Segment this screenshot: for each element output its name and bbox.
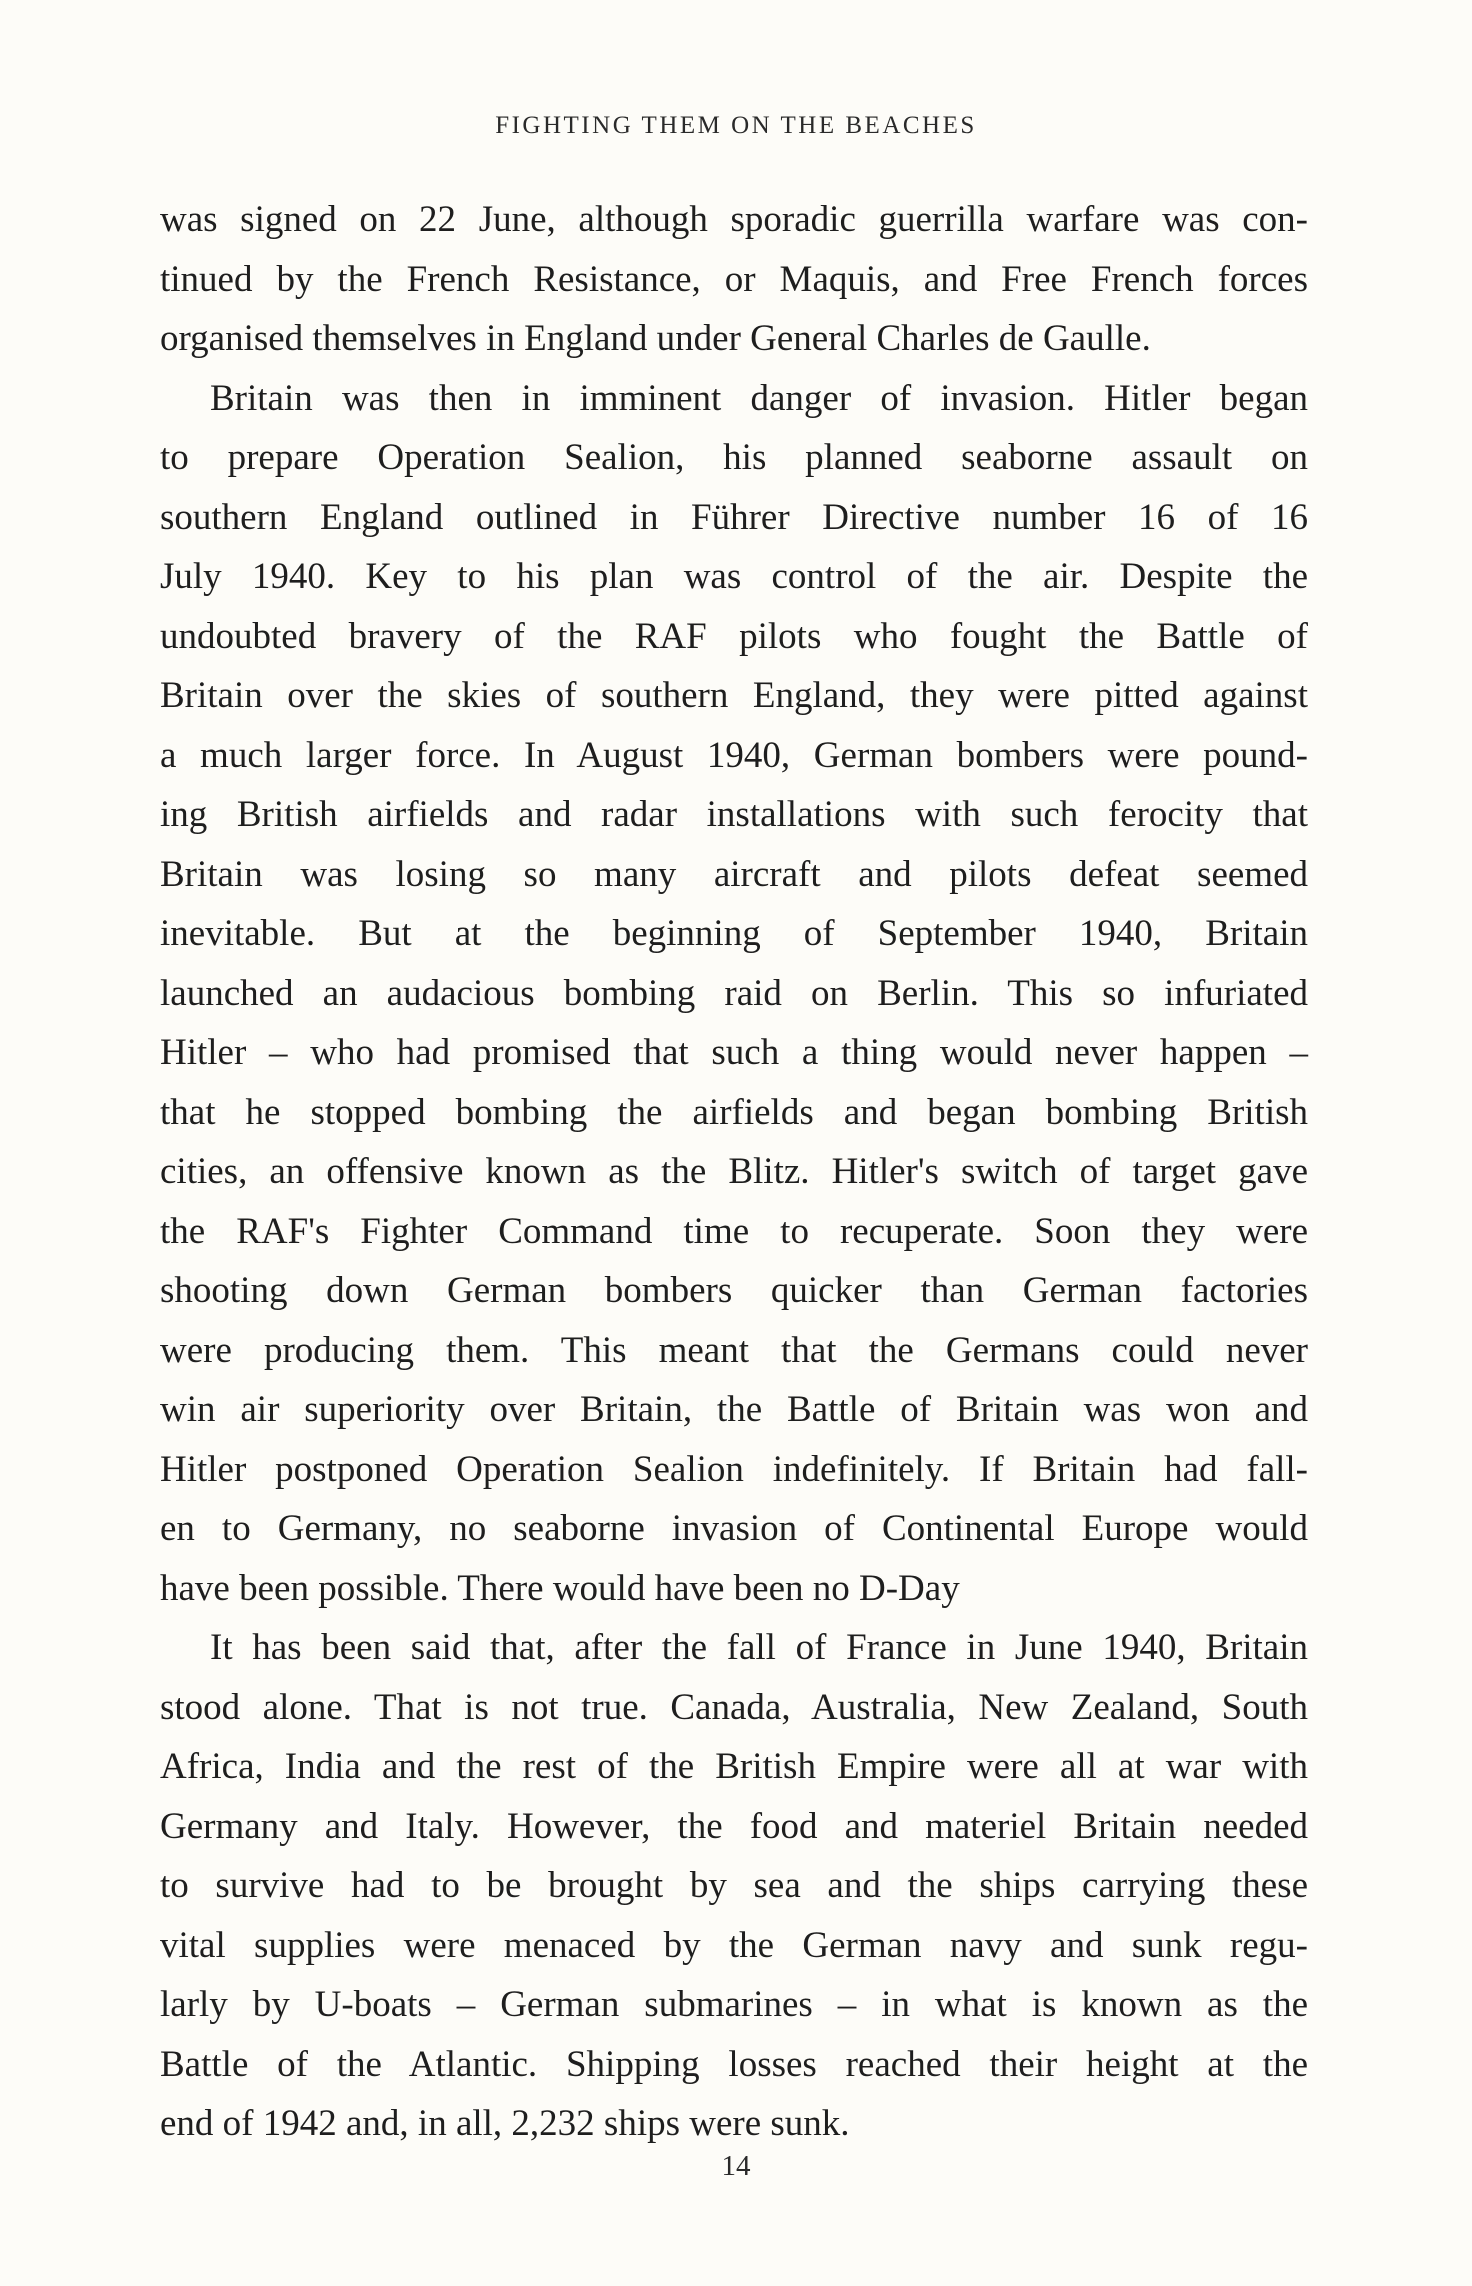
text-line: end of 1942 and, in all, 2,232 ships were sunk. <box>160 2103 850 2144</box>
text-line: southern England outlined in Führer Directive number 16 of 16 <box>160 496 1308 538</box>
text-line: en to Germany, no seaborne invasion of Continental Europe would <box>160 1508 1308 1549</box>
text-line: inevitable. But at the beginning of September 1940, Britain <box>160 913 1308 954</box>
text-line: that he stopped bombing the airfields and began bombing British <box>160 1091 1308 1133</box>
text-line: organised themselves in England under General Charles de Gaulle. <box>160 318 1151 359</box>
text-line: cities, an offensive known as the Blitz. Hitler's switch of target gave <box>160 1151 1308 1192</box>
text-line: to prepare Operation Sealion, his planned seaborne assault on <box>160 437 1308 478</box>
text-line: vital supplies were menaced by the German navy and sunk regu- <box>160 1924 1308 1966</box>
text-line: Britain was then in imminent danger of invasion. Hitler began <box>210 377 1308 419</box>
text-line: Africa, India and the rest of the British Empire were all at war with <box>160 1746 1308 1787</box>
running-head: FIGHTING THEM ON THE BEACHES <box>495 112 977 139</box>
text-line: Britain over the skies of southern England, they were pitted against <box>160 675 1308 716</box>
text-line: Hitler – who had promised that such a thing would never happen – <box>160 1032 1308 1073</box>
text-line: Battle of the Atlantic. Shipping losses reached their height at the <box>160 2043 1308 2085</box>
text-line: Britain was losing so many aircraft and pilots defeat seemed <box>160 853 1308 895</box>
text-line: undoubted bravery of the RAF pilots who fought the Battle of <box>160 615 1308 657</box>
body-text <box>160 190 1308 2154</box>
text-line: tinued by the French Resistance, or Maquis, and Free French forces <box>160 258 1308 300</box>
text-line: the RAF's Fighter Command time to recuperate. Soon they were <box>160 1210 1308 1252</box>
text-line: were producing them. This meant that the Germans could never <box>160 1329 1308 1371</box>
text-line: larly by U-boats – German submarines – in what is known as the <box>160 1984 1308 2025</box>
text-line: launched an audacious bombing raid on Berlin. This so infuriated <box>160 972 1308 1014</box>
text-line: to survive had to be brought by sea and the ships carrying these <box>160 1865 1308 1906</box>
text-line: a much larger force. In August 1940, German bombers were pound- <box>160 734 1308 776</box>
text-line: It has been said that, after the fall of France in June 1940, Britain <box>210 1627 1308 1668</box>
text-line: July 1940. Key to his plan was control of the air. Despite the <box>160 556 1308 597</box>
text-line: shooting down German bombers quicker than German factories <box>160 1270 1308 1311</box>
text-line: was signed on 22 June, although sporadic guerrilla warfare was con- <box>160 199 1308 240</box>
page-number: 14 <box>721 2150 751 2182</box>
text-line: stood alone. That is not true. Canada, Australia, New Zealand, South <box>160 1686 1308 1728</box>
text-line: win air superiority over Britain, the Battle of Britain was won and <box>160 1389 1308 1430</box>
text-line: ing British airfields and radar installations with such ferocity that <box>160 794 1308 835</box>
text-line: Hitler postponed Operation Sealion indefinitely. If Britain had fall- <box>160 1448 1308 1490</box>
text-line: have been possible. There would have been no D-Day <box>160 1567 960 1609</box>
text-line: Germany and Italy. However, the food and materiel Britain needed <box>160 1805 1308 1847</box>
